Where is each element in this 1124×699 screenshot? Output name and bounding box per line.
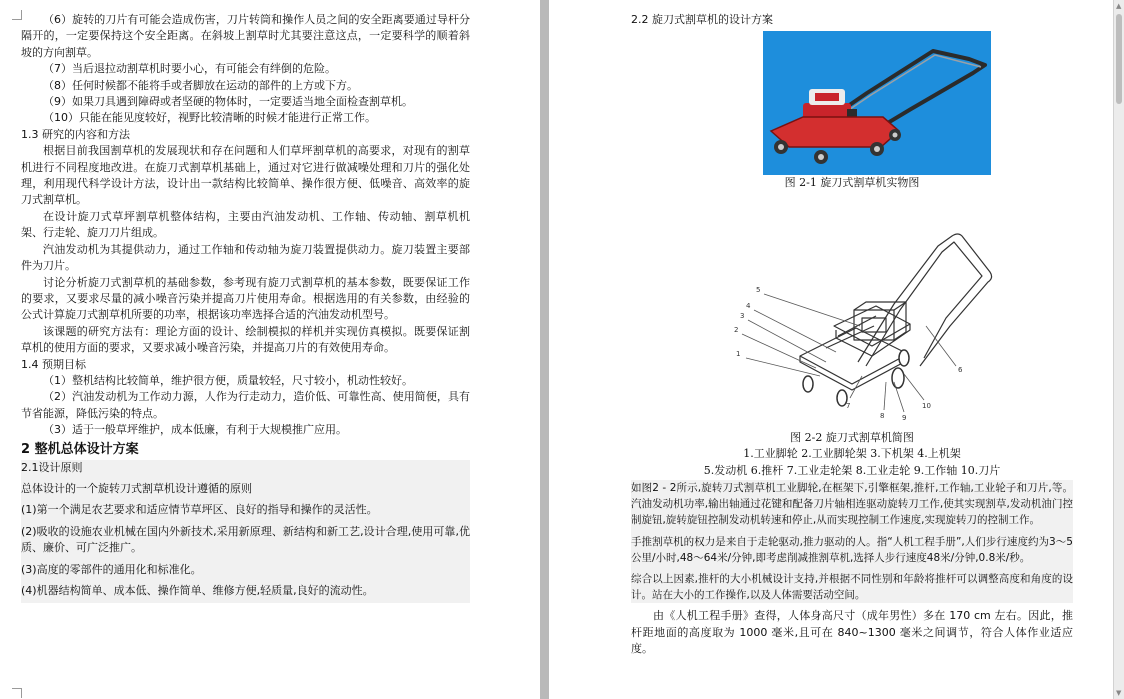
paragraph: 总体设计的一个旋转刀式割草机设计遵循的原则 bbox=[21, 481, 252, 495]
scroll-down-icon[interactable]: ▼ bbox=[1116, 689, 1122, 697]
callout-number: 10 bbox=[922, 401, 931, 410]
paragraph: 综合以上因素,推杆的大小机械设计支持,并根据不同性别和年龄将推杆可以调整高度和角度的设计。站在大小的工作操作,以及人体需要活动空间。 bbox=[631, 573, 1073, 602]
section-heading: 1.3 研究的内容和方法 bbox=[21, 127, 130, 141]
right-page bbox=[549, 0, 1113, 699]
section-heading: 1.4 预期目标 bbox=[21, 357, 86, 371]
paragraph: (3)高度的零部件的通用化和标准化。 bbox=[21, 562, 202, 576]
paragraph: （3）适于一般草坪维护，成本低廉，有利于大规模推广应用。 bbox=[43, 423, 347, 437]
paragraph: （7）当后退拉动割草机时要小心，有可能会有绊倒的危险。 bbox=[43, 62, 336, 76]
mower-line-drawing bbox=[726, 206, 1016, 430]
callout-number: 7 bbox=[846, 401, 851, 410]
page-gap bbox=[540, 0, 549, 699]
figure-legend: 1.工业脚轮 2.工业脚轮架 3.下机架 4.上机架 bbox=[743, 447, 961, 461]
paragraph: 讨论分析旋刀式割草机的基础参数，参考现有旋刀式割草机的基本参数，既要保证工作的要求，又要求尽量的减小噪音污染并提高刀片使用寿命。根据选用的有关参数，由经验的公式计算旋刀式割草机所要的功率，根据该功率选择合适的汽油发动机型号。 bbox=[21, 275, 470, 322]
paragraph: 该课题的研究方法有：理论方面的设计、绘制模拟的样机并实现仿真模拟。既要保证割草机的使用方面的要求，又要求减小噪音污染，并提高刀片的有效使用寿命。 bbox=[21, 324, 470, 355]
mower-diagram bbox=[726, 206, 1016, 430]
paragraph: 由《人机工程手册》查得，人体身高尺寸（成年男性）多在 170 cm 左右。因此，推杆距地面的高度取为 1000 毫米,且可在 840~1300 毫米之间调节，符合人体作业适应度。 bbox=[631, 609, 1073, 656]
callout-number: 6 bbox=[958, 365, 963, 374]
paragraph: 在设计旋刀式草坪割草机整体结构，主要由汽油发动机、工作轴、传动轴、割草机机架、行走轮、旋刀刀片组成。 bbox=[21, 209, 470, 240]
callout-number: 4 bbox=[746, 301, 751, 310]
figure-caption: 图 2-1 旋刀式割草机实物图 bbox=[784, 176, 920, 190]
paragraph: （9）如果刀具遇到障碍或者坚硬的物体时，一定要适当地全面检查割草机。 bbox=[43, 95, 413, 109]
figure-legend: 5.发动机 6.推杆 7.工业走轮架 8.工业走轮 9.工作轴 10.刀片 bbox=[703, 463, 1001, 477]
paragraph: (4)机器结构简单、成本低、操作简单、维修方便,轻质量,良好的流动性。 bbox=[21, 584, 374, 597]
paragraph: (2)吸收的设施农业机械在国内外新技术,采用新原理、新结构和新工艺,设计合理,使用可靠,优质、廉价、可广泛推广。 bbox=[21, 524, 470, 555]
paragraph: （1）整机结构比较简单，维护很方便，质量较轻，尺寸较小，机动性较好。 bbox=[43, 373, 413, 387]
shaded-block bbox=[631, 480, 1073, 603]
paragraph: 如图2 - 2所示,旋转刀式割草机工业脚轮,在框架下,引擎框架,推杆,工作轴,工业轮子和刀片,等。汽油发动机功率,输出轴通过花键和配备刀片轴相连驱动旋转刀工作,使其实现割草,发动机油门控制旋钮,旋转旋钮控制发动机转速和停止,从而实现控制工作速度,实现旋转刀的控制工作。 bbox=[631, 482, 1073, 527]
vertical-scrollbar[interactable] bbox=[1113, 0, 1124, 699]
corner-mark bbox=[12, 688, 22, 698]
section-heading: 2.1设计原则 bbox=[21, 460, 83, 474]
shaded-block bbox=[21, 460, 470, 604]
mower-photo-illustration bbox=[763, 31, 991, 175]
paragraph: （2）汽油发动机为工作动力源，人作为行走动力，造价低、可靠性高、使用简便，具有节省能源，降低污染的特点。 bbox=[21, 390, 470, 420]
section-heading: 2.2 旋刀式割草机的设计方案 bbox=[631, 13, 773, 26]
left-page bbox=[0, 0, 540, 699]
callout-number: 1 bbox=[736, 349, 741, 358]
paragraph: 手推割草机的权力是来自于走轮驱动,推力驱动的人。指“人机工程手册”,人们步行速度约为3～5公里/小时,48～64米/分钟,即考虑削减推割草机,选择人步行速度48米/分钟,0.8米/秒。 bbox=[631, 535, 1073, 564]
figure-caption: 图 2-2 旋刀式割草机简图 bbox=[790, 430, 914, 444]
scroll-up-icon[interactable]: ▲ bbox=[1116, 2, 1122, 10]
callout-number: 2 bbox=[734, 325, 739, 334]
paragraph: （8）任何时候都不能将手或者脚放在运动的部件的上方或下方。 bbox=[43, 78, 358, 92]
callout-number: 5 bbox=[756, 285, 761, 294]
callout-number: 3 bbox=[740, 311, 745, 320]
paragraph: 根据目前我国割草机的发展现状和存在问题和人们草坪割草机的高要求，对现有的割草机进行不同程度地改进。在旋刀式割草机基础上，通过对它进行做减噪处理和刀片的强化处理，利用现代科学设计方法，设计出一款结构比较简单、操作很方便、低噪音、高效率的旋刀式割草机。 bbox=[21, 144, 470, 207]
callout-number: 8 bbox=[880, 411, 885, 420]
paragraph: （6）旋转的刀片有可能会造成伤害，刀片转筒和操作人员之间的安全距离要通过导杆分隔开的，一定要保持这个安全距离。在斜坡上割草时尤其要注意这点，一定要科学的顺着斜坡的方向割草。 bbox=[21, 13, 470, 59]
chapter-heading: 2 整机总体设计方案 bbox=[21, 441, 139, 457]
callout-number: 9 bbox=[902, 413, 907, 422]
paragraph: （10）只能在能见度较好，视野比较清晰的时候才能进行正常工作。 bbox=[43, 111, 376, 125]
page-corner-marks bbox=[0, 0, 24, 699]
paragraph: (1)第一个满足农艺要求和适应情节草坪区、良好的指导和操作的灵活性。 bbox=[21, 503, 378, 517]
corner-mark bbox=[12, 10, 22, 20]
paragraph: 汽油发动机为其提供动力，通过工作轴和传动轴为旋刀装置提供动力。旋刀装置主要部件为刀片。 bbox=[21, 242, 470, 273]
mower-photo bbox=[763, 31, 991, 175]
scrollbar-thumb[interactable] bbox=[1116, 14, 1122, 104]
